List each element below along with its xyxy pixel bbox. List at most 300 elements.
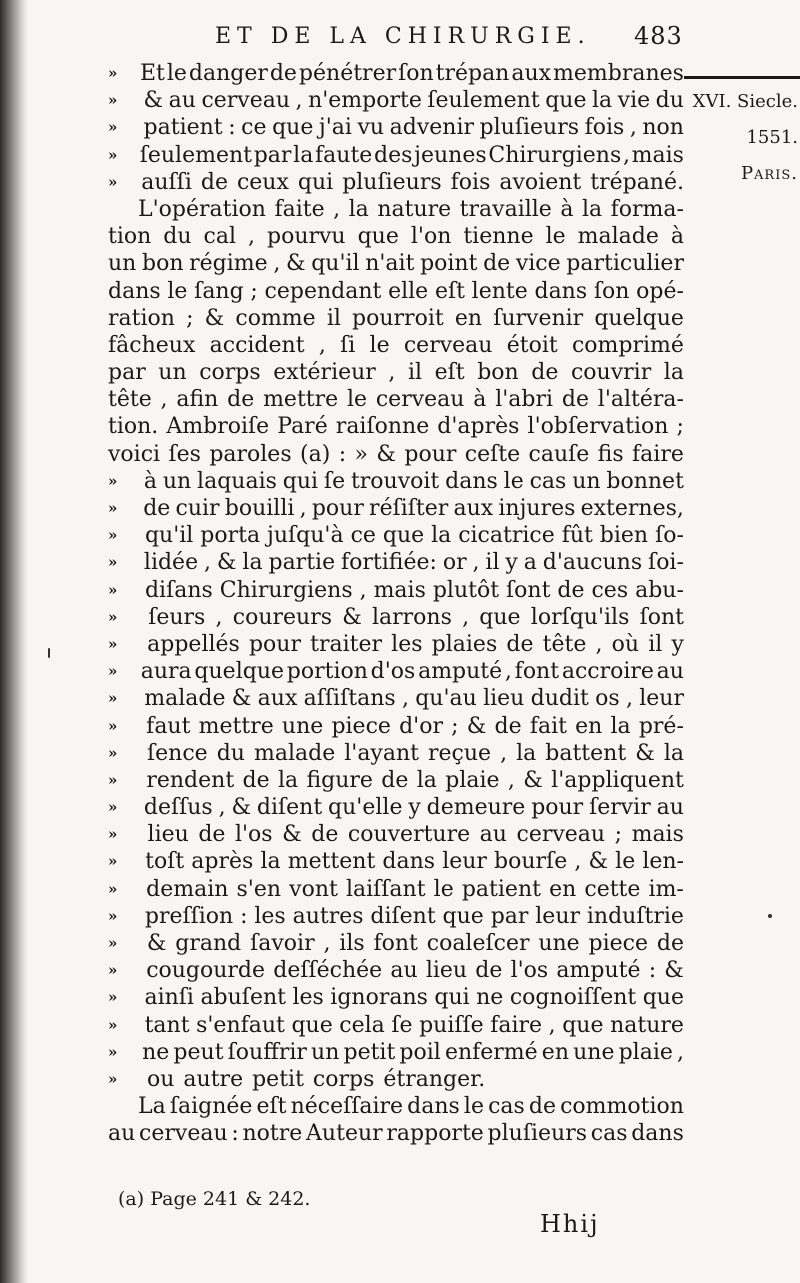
- quotation-mark: »: [108, 1015, 118, 1034]
- word: la: [431, 523, 452, 549]
- word: un: [572, 468, 601, 494]
- word: régime: [189, 251, 268, 277]
- word: ,: [507, 767, 515, 793]
- word: pourvu: [266, 224, 346, 250]
- text-line: [108, 1066, 684, 1093]
- word: de: [227, 387, 255, 413]
- word: ,: [625, 686, 633, 712]
- word: commotion: [560, 1094, 684, 1120]
- word: que: [642, 985, 684, 1011]
- word: il: [485, 550, 500, 576]
- word: s'en: [236, 876, 282, 902]
- word: elle: [388, 278, 429, 304]
- word: lorſqu'ils: [530, 604, 630, 630]
- text-line: [108, 332, 684, 359]
- text-line: [108, 386, 684, 413]
- word: qu'elle: [328, 795, 403, 821]
- word: tant: [144, 1012, 190, 1038]
- text-line: [108, 821, 684, 848]
- word: dans: [534, 278, 588, 304]
- word: fâcheux: [108, 332, 196, 358]
- word: lieu: [425, 958, 468, 984]
- word: dudit: [530, 686, 589, 712]
- quotation-mark: »: [108, 825, 118, 844]
- text-line: [108, 1012, 684, 1039]
- word: cuir: [175, 496, 220, 521]
- word: malade: [577, 224, 659, 250]
- quotation-mark: »: [108, 934, 118, 952]
- word: Chirurgiens: [488, 142, 622, 168]
- word: cerveau: [516, 822, 606, 848]
- word: raiſonne: [335, 414, 430, 440]
- word: patient: [143, 115, 223, 141]
- word: la: [277, 767, 299, 793]
- word: plutôt: [432, 577, 500, 603]
- word: pourroit: [352, 305, 444, 331]
- word: :: [240, 903, 248, 929]
- quotation-mark: »: [108, 1042, 118, 1061]
- footnote: (a) Page 241 & 242.: [118, 1188, 311, 1210]
- word: n'emporte: [308, 88, 422, 114]
- word: os: [595, 686, 620, 712]
- word: leur: [442, 849, 487, 875]
- word: au: [390, 958, 418, 984]
- text-line: [108, 713, 684, 740]
- word: mettre: [198, 713, 274, 739]
- word: demeure: [426, 795, 526, 821]
- word: par: [253, 142, 292, 168]
- text-line: [108, 495, 684, 522]
- word: d'après: [437, 414, 520, 440]
- word: des: [374, 142, 413, 168]
- word: jeunes: [414, 142, 487, 168]
- word: ſoi-: [648, 550, 684, 576]
- word: ,: [388, 360, 396, 386]
- word: une: [538, 931, 580, 956]
- word: dans: [108, 278, 161, 304]
- word: lieu: [483, 686, 525, 712]
- word: de: [269, 61, 297, 86]
- word: ſavoir: [250, 931, 315, 956]
- word: y: [505, 550, 518, 576]
- word: rendent: [146, 767, 235, 793]
- word: un: [158, 360, 187, 386]
- text-line: [108, 169, 684, 196]
- word: pour: [311, 496, 364, 521]
- quotation-mark: »: [108, 852, 118, 871]
- word: ,: [273, 251, 281, 277]
- word: poil: [399, 1039, 441, 1065]
- word: leur: [639, 686, 684, 712]
- word: advenir: [389, 115, 474, 141]
- word: ration: [108, 305, 175, 331]
- word: ce: [350, 523, 376, 549]
- text-line: [108, 142, 684, 169]
- word: figure: [306, 767, 373, 793]
- word: enfermé: [444, 1039, 538, 1065]
- word: ſaignée: [169, 1094, 253, 1120]
- word: malade: [253, 740, 336, 766]
- word: en: [575, 713, 603, 739]
- word: aura: [140, 659, 192, 685]
- quotation-mark: »: [108, 499, 118, 517]
- word: pour: [248, 631, 301, 657]
- word: vu: [357, 115, 385, 141]
- word: bon: [477, 360, 519, 386]
- word: &: [216, 550, 237, 576]
- word: ſurvenir: [493, 305, 584, 331]
- word: étoit: [506, 332, 558, 358]
- word: afin: [176, 387, 219, 413]
- word: ils: [339, 931, 365, 956]
- word: plaie: [445, 767, 500, 793]
- word: ne: [142, 1039, 170, 1065]
- word: l'abri: [495, 387, 554, 413]
- word: cal: [203, 224, 237, 250]
- word: au: [479, 822, 507, 848]
- quotation-mark: »: [108, 118, 118, 137]
- word: abu-: [635, 577, 684, 603]
- word: reçue: [428, 740, 492, 766]
- word: mettre: [263, 387, 339, 413]
- word: trouvoit: [350, 468, 440, 494]
- word: l'on: [410, 224, 452, 250]
- word: un: [162, 468, 192, 494]
- word: d'os: [370, 659, 416, 685]
- word: ſes: [168, 441, 201, 467]
- word: du: [655, 88, 684, 114]
- word: travaille: [459, 196, 552, 222]
- word: battent: [545, 740, 627, 766]
- text-line: [108, 685, 684, 712]
- word: ,: [500, 740, 508, 766]
- word: de: [656, 931, 684, 956]
- word: im-: [648, 876, 684, 902]
- quotation-mark: »: [108, 64, 118, 82]
- word: réſiſter: [369, 496, 449, 521]
- word: dans: [445, 468, 498, 494]
- word: de: [494, 713, 522, 739]
- word: cauſe: [528, 441, 590, 467]
- word: ,: [574, 849, 582, 875]
- text-line: [108, 250, 684, 277]
- word: en: [541, 1039, 569, 1065]
- word: nature: [610, 1012, 684, 1038]
- word: de: [531, 360, 559, 386]
- word: que: [357, 224, 399, 250]
- word: ,: [215, 604, 223, 630]
- word: il: [648, 631, 663, 657]
- word: »: [354, 441, 368, 467]
- word: le: [463, 1094, 484, 1120]
- word: du: [163, 224, 192, 250]
- word: couvrir: [570, 360, 652, 386]
- word: le: [545, 224, 566, 250]
- word: trépané.: [590, 169, 684, 195]
- word: eſt: [434, 360, 465, 386]
- quotation-mark: »: [108, 906, 118, 925]
- word: la: [260, 849, 281, 875]
- word: de: [311, 822, 339, 848]
- word: ceſte: [464, 441, 521, 467]
- word: non: [642, 115, 684, 141]
- running-head: ET DE LA CHIRURGIE.: [215, 24, 591, 49]
- page-number: 483: [634, 22, 683, 50]
- word: :: [338, 441, 347, 467]
- word: paroles: [209, 441, 292, 467]
- word: &: [635, 740, 655, 766]
- word: de: [143, 496, 171, 521]
- word: peut: [173, 1039, 224, 1065]
- word: ces: [591, 577, 629, 603]
- word: ſouffrir: [227, 1039, 307, 1065]
- word: mais: [631, 142, 684, 168]
- text-line: [108, 876, 684, 903]
- word: les: [391, 631, 423, 657]
- word: faut: [146, 713, 191, 739]
- word: autre: [183, 1066, 244, 1092]
- word: :: [231, 1121, 239, 1147]
- word: corps: [199, 360, 261, 386]
- word: lieu: [147, 822, 189, 848]
- word: piece: [331, 713, 391, 739]
- quotation-mark: »: [108, 988, 118, 1007]
- word: plaies: [431, 631, 498, 657]
- word: dans: [631, 1121, 684, 1147]
- word: que: [291, 1012, 333, 1038]
- word: fortifiée:: [341, 550, 437, 576]
- quotation-mark: »: [108, 662, 118, 681]
- word: :: [228, 115, 236, 141]
- word: faite: [274, 196, 325, 222]
- word: externes,: [580, 496, 684, 521]
- word: Auteur: [306, 1121, 383, 1147]
- word: ceux: [236, 169, 289, 195]
- margin-note-year: 1551.: [746, 127, 798, 148]
- word: amputé: [418, 659, 503, 685]
- word: mais: [631, 822, 684, 848]
- word: ſon: [593, 278, 630, 304]
- word: la: [663, 360, 684, 386]
- word: vie: [617, 88, 651, 114]
- word: fait: [529, 713, 567, 739]
- word: avoient: [499, 169, 582, 195]
- word: ſervir: [589, 795, 651, 821]
- word: que: [382, 523, 425, 549]
- word: une: [281, 713, 324, 739]
- word: puiſſe: [419, 1012, 484, 1038]
- word: aux: [511, 61, 552, 86]
- word: cerveau: [201, 88, 291, 114]
- word: portion: [286, 659, 368, 685]
- word: aux: [453, 496, 494, 521]
- text-line: [108, 930, 684, 957]
- word: de: [198, 822, 226, 848]
- word: le: [433, 876, 454, 902]
- word: ou: [147, 1066, 175, 1092]
- word: ſe: [391, 1012, 413, 1038]
- word: au: [108, 1121, 136, 1147]
- word: cas: [590, 1121, 628, 1147]
- word: le: [167, 278, 188, 304]
- word: y: [671, 631, 684, 657]
- text-line: [108, 441, 684, 468]
- word: ,: [323, 931, 331, 956]
- word: faire: [632, 441, 684, 467]
- word: amputé: [556, 958, 641, 984]
- word: ſang: [194, 278, 244, 304]
- text-line: [108, 604, 684, 631]
- word: la: [610, 713, 631, 739]
- word: ,: [333, 196, 341, 222]
- word: de: [475, 958, 503, 984]
- quotation-mark: »: [108, 172, 118, 191]
- word: pour: [404, 441, 457, 467]
- text-line: [108, 305, 684, 332]
- word: à: [670, 224, 684, 250]
- word: que: [442, 903, 484, 929]
- word: en: [549, 876, 577, 902]
- word: L'opération: [138, 196, 266, 222]
- word: qui: [434, 985, 470, 1011]
- word: la: [416, 767, 437, 793]
- word: cerveau: [403, 332, 493, 358]
- quotation-mark: »: [108, 580, 118, 599]
- word: de: [561, 387, 589, 413]
- word: &: [285, 251, 306, 277]
- word: l'appliquent: [551, 767, 684, 793]
- word: s'enfaut: [196, 1012, 285, 1038]
- word: couverture: [347, 822, 471, 848]
- word: que: [272, 115, 314, 141]
- word: grand: [175, 931, 242, 956]
- word: ſeulement: [427, 88, 540, 114]
- word: ignorans: [330, 985, 428, 1011]
- word: après: [191, 849, 254, 875]
- word: traiter: [310, 631, 383, 657]
- text-line: [108, 359, 684, 386]
- word: or: [442, 550, 467, 576]
- word: ;: [250, 278, 258, 304]
- quotation-mark: »: [108, 743, 118, 762]
- word: que: [545, 88, 587, 114]
- word: bourſe: [494, 849, 568, 875]
- word: Chirurgiens: [219, 577, 353, 603]
- word: dans: [407, 1094, 460, 1120]
- text-line: [108, 794, 684, 821]
- word: étranger.: [383, 1066, 486, 1092]
- word: rapporte: [386, 1121, 484, 1147]
- word: le: [369, 332, 390, 358]
- word: qui: [282, 468, 319, 494]
- word: &: [376, 441, 396, 467]
- quotation-mark: »: [108, 798, 118, 817]
- word: ,: [318, 332, 326, 358]
- word: ſeurs: [148, 604, 206, 630]
- word: lidée: [143, 550, 199, 576]
- quotation-mark: »: [108, 145, 118, 164]
- word: ,: [504, 659, 512, 685]
- word: ,: [299, 496, 307, 521]
- word: &: [664, 958, 684, 984]
- word: la: [591, 88, 613, 114]
- word: &: [231, 795, 252, 821]
- word: &: [204, 305, 225, 331]
- word: ſi: [340, 332, 356, 358]
- text-line: [108, 957, 684, 984]
- word: ſo-: [655, 523, 684, 549]
- word: cela: [339, 1012, 385, 1038]
- word: ;: [186, 305, 194, 331]
- word: en: [454, 305, 483, 331]
- text-line: [108, 1039, 684, 1066]
- word: autres: [292, 903, 364, 929]
- word: &: [146, 931, 167, 956]
- word: membranes: [553, 61, 684, 86]
- word: tête: [108, 387, 152, 413]
- word: ;: [451, 713, 459, 739]
- ink-speck: [48, 648, 50, 658]
- word: il: [326, 305, 341, 331]
- text-line: [108, 848, 684, 875]
- word: le: [346, 387, 368, 413]
- word: cependant: [264, 278, 382, 304]
- word: auſſi: [141, 169, 192, 195]
- quotation-mark: »: [108, 689, 118, 708]
- word: le: [615, 849, 636, 875]
- margin-note-place: Paris.: [740, 163, 798, 184]
- word: accroire: [561, 659, 654, 685]
- word: voici: [108, 441, 161, 467]
- word: &: [282, 822, 302, 848]
- word: ,: [548, 1012, 556, 1038]
- word: ſe: [323, 468, 346, 494]
- word: petit: [252, 1066, 304, 1092]
- word: forma-: [610, 196, 684, 222]
- text-line: [108, 223, 684, 250]
- word: petit: [343, 1039, 396, 1065]
- word: ſeulement: [139, 142, 252, 168]
- word: induſtrie: [586, 903, 684, 929]
- word: &: [523, 767, 543, 793]
- word: ,: [248, 224, 255, 250]
- word: pluſieurs: [342, 169, 442, 195]
- text-line: [108, 413, 684, 440]
- quotation-mark: »: [108, 634, 118, 653]
- word: à: [560, 196, 574, 222]
- word: leur: [535, 903, 581, 929]
- word: tion.: [108, 414, 159, 440]
- word: à: [473, 387, 487, 413]
- word: pré-: [638, 713, 684, 739]
- word: comme: [235, 305, 316, 331]
- text-line: [108, 740, 684, 767]
- word: un: [311, 1039, 340, 1065]
- word: plaie: [618, 1039, 673, 1065]
- word: Et: [139, 61, 165, 86]
- word: coaleſcer: [426, 931, 530, 956]
- word: le: [503, 468, 524, 494]
- text-line: [108, 196, 684, 223]
- word: len-: [642, 849, 684, 875]
- word: l'os: [234, 822, 273, 848]
- word: ſont: [639, 604, 684, 630]
- word: deſſus: [143, 795, 213, 821]
- text-line: [108, 87, 684, 114]
- word: ,: [676, 1039, 684, 1065]
- word: à: [143, 468, 157, 494]
- word: ,: [359, 577, 367, 603]
